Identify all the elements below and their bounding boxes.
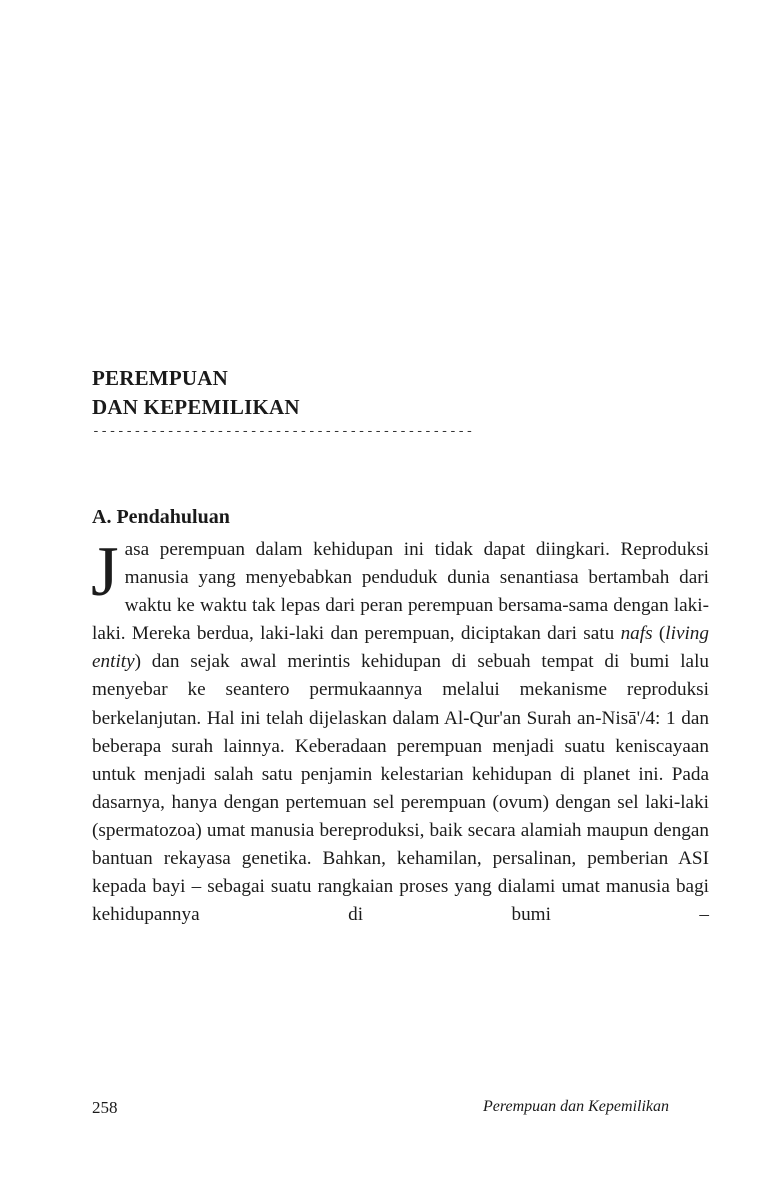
section-heading: A. Pendahuluan bbox=[92, 506, 230, 528]
chapter-title-line-2: DAN KEPEMILIKAN bbox=[92, 395, 300, 419]
page-footer bbox=[92, 1098, 669, 1118]
italic-term-living-entity: living entity bbox=[92, 623, 709, 673]
body-text-part-2: ( bbox=[652, 623, 666, 645]
italic-term-nafs: nafs bbox=[620, 623, 653, 645]
drop-cap: J bbox=[91, 533, 119, 611]
page-number: 258 bbox=[92, 1098, 118, 1117]
chapter-title-line-1: PEREMPUAN bbox=[92, 366, 228, 390]
body-paragraph bbox=[91, 533, 709, 929]
running-title: Perempuan dan Kepemilikan bbox=[482, 1098, 669, 1115]
body-text-part-3: ) dan sejak awal merintis kehidupan di sebuah tempat di bumi lalu menyebar ke seantero permukaannya melalui mekanisme reproduksi berkelanjutan. Hal ini telah dijelaskan dalam Al-Qur'an Surah an-Nisā'/4: 1 dan beberapa surah lainnya. Keberadaan perempuan menjadi suatu keniscayaan untuk menjadi salah satu penjamin kelestarian kehidupan di planet ini. Pada dasarnya, hanya dengan pertemuan sel perempuan (ovum) dengan sel laki-laki (spermatozoa) umat manusia bereproduksi, baik secara alamiah maupun dengan bantuan rekayasa genetika. Bahkan, kehamilan, persalinan, pemberian ASI kepada bayi – sebagai suatu rangkaian proses yang dialami umat manusia bagi kehidupannya di bumi – bbox=[92, 651, 709, 926]
body-text-part-1: asa perempuan dalam kehidupan ini tidak dapat diingkari. Reproduksi manusia yang menyebabkan penduduk dunia senantiasa bertambah dari waktu ke waktu tak lepas dari peran perempuan bersama-sama dengan laki-laki. Mereka berdua, laki-laki dan perempuan, diciptakan dari satu bbox=[92, 539, 709, 645]
title-rule: ---------------------------------------------- bbox=[92, 424, 474, 439]
chapter-title bbox=[92, 364, 300, 422]
